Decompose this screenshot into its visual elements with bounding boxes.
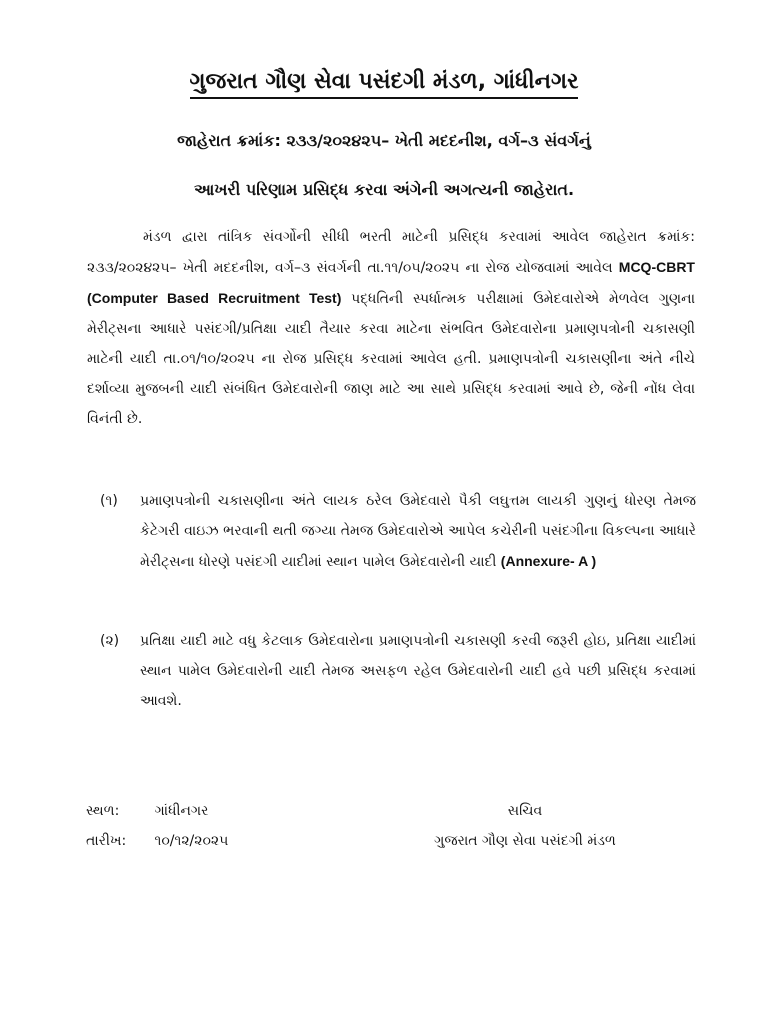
point-item-2 <box>100 626 696 716</box>
body-paragraph <box>87 222 695 434</box>
subject-line-2: આખરી પરિણામ પ્રસિદ્ધ કરવા અંગેની અગત્યની જાહેરાત. <box>193 180 575 199</box>
paragraph-text-1: મંડળ દ્વારા તાંત્રિક સંવર્ગોની સીધી ભરતી માટેની પ્રસિદ્ધ કરવામાં આવેલ જાહેરાત ક્રમાંક: ૨૩૩/૨૦૨૪૨૫– ખેતી મદદનીશ, વર્ગ–૩ સંવર્ગની તા.૧૧/૦૫/૨૦૨૫ ના રોજ યોજવામાં આવેલ <box>87 229 695 276</box>
signatory-title: સચિવ <box>507 803 543 819</box>
page-title <box>0 66 768 99</box>
point-number: (૧) <box>100 493 118 509</box>
signature-block <box>400 796 650 856</box>
paragraph-bold-text: MCQ-CBRT (Computer Based Recruitment Test) <box>87 259 695 306</box>
date-row <box>86 826 228 856</box>
title-text: ગુજરાત ગૌણ સેવા પસંદગી મંડળ, ગાંધીનગર <box>190 67 579 99</box>
date-value: ૧૦/૧૨/૨૦૨૫ <box>154 833 229 849</box>
signatory-org: ગુજરાત ગૌણ સેવા પસંદગી મંડળ <box>434 833 616 849</box>
place-value: ગાંધીનગર <box>154 803 209 819</box>
date-label: તારીખ: <box>86 833 127 849</box>
place-row <box>86 796 228 826</box>
subject-line-1: જાહેરાત ક્રમાંક: ૨૩૩/૨૦૨૪૨૫– ખેતી મદદનીશ, વર્ગ–૩ સંવર્ગનું <box>177 131 591 150</box>
place-label: સ્થળ: <box>86 803 120 819</box>
point-text: પ્રતિક્ષા યાદી માટે વધુ કેટલાક ઉમેદવારોના પ્રમાણપત્રોની ચકાસણી કરવી જરૂરી હોઇ, પ્રતિક્ષા યાદીમાં સ્થાન પામેલ ઉમેદવારોની યાદી તેમજ અસફળ રહેલ ઉમેદવારોની યાદી હવે પછી પ્રસિદ્ધ કરવામાં આવશે. <box>140 633 696 709</box>
point-bold-text: (Annexure- A ) <box>500 553 597 569</box>
paragraph-text-2: પદ્ધતિની સ્પર્ધાત્મક પરીક્ષામાં ઉમેદવારોએ મેળવેલ ગુણના મેરીટ્સના આધારે પસંદગી/પ્રતિક્ષા યાદી તૈયાર કરવા માટેના સંભવિત ઉમેદવારોના પ્રમાણપત્રોની ચકાસણી માટેની યાદી તા.૦૧/૧૦/૨૦૨૫ ના રોજ પ્રસિદ્ધ કરવામાં આવેલ હતી. પ્રમાણપત્રોની ચકાસણીના અંતે નીચે દર્શાવ્યા મુજબની યાદી સંબંધિત ઉમેદવારોની જાણ માટે આ સાથે પ્રસિદ્ધ કરવામાં આવે છે, જેની નોંધ લેવા વિનંતી છે. <box>87 291 695 427</box>
point-number: (૨) <box>100 633 120 649</box>
point-text: પ્રમાણપત્રોની ચકાસણીના અંતે લાયક ઠરેલ ઉમેદવારો પૈકી લઘુત્તમ લાયકી ગુણનું ધોરણ તેમજ કેટેગરી વાઇઝ ભરવાની થતી જગ્યા તેમજ ઉમેદવારોએ આપેલ કચેરીની પસંદગીના વિકલ્પના આધારે મેરીટ્સના ધોરણે પસંદગી યાદીમાં સ્થાન પામેલ ઉમેદવારોની યાદી <box>140 493 696 570</box>
point-item-1 <box>100 486 696 577</box>
place-date-block <box>86 796 228 856</box>
